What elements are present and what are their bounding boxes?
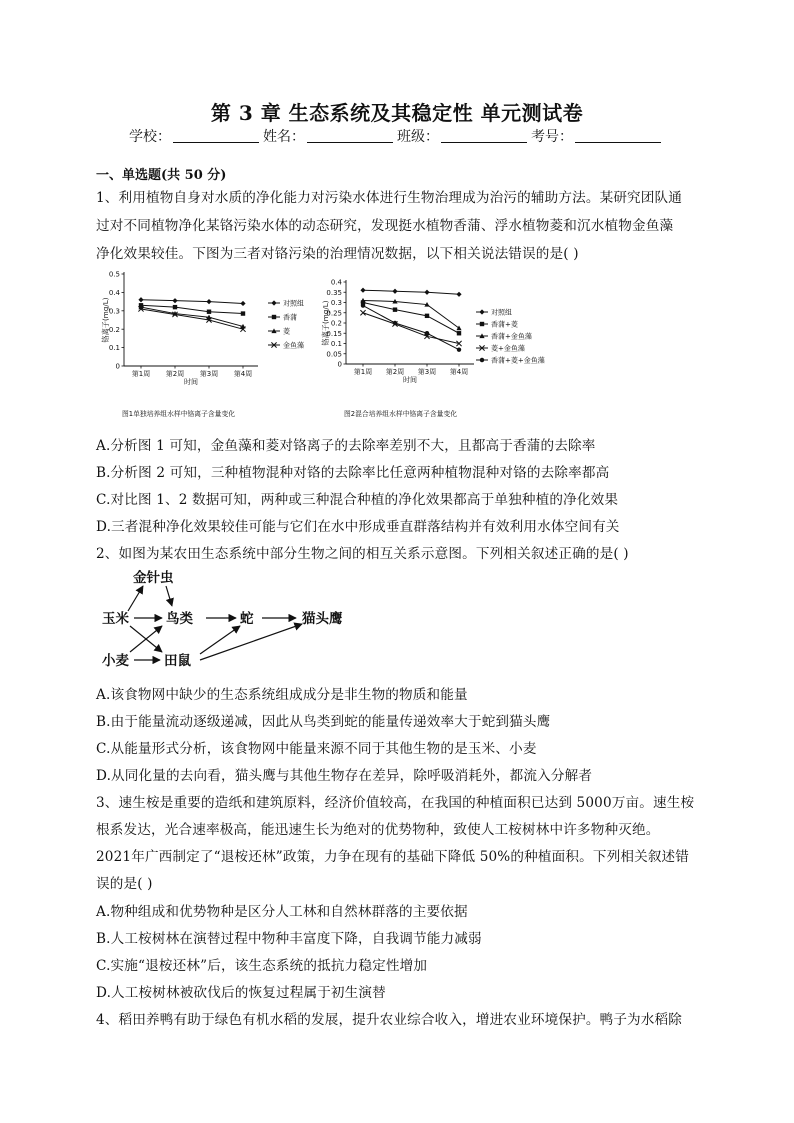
data-point: [425, 331, 429, 335]
data-point: [206, 299, 211, 304]
y-tick-label: 0.3: [330, 299, 342, 308]
series-1: [360, 288, 461, 297]
chart-figure-2: [318, 276, 545, 426]
legend-item: [268, 341, 304, 350]
x-tick-label: 第3周: [199, 370, 219, 378]
y-tick-label: 0.1: [108, 344, 120, 353]
y-tick-label: 0: [337, 360, 342, 369]
legend-label: 对照组: [491, 308, 512, 317]
node-corn: 玉米: [102, 611, 129, 627]
legend-label: 金鱼藻: [283, 341, 304, 350]
q3-option-b[interactable]: B.人工桉树林在演替过程中物种丰富度下降，自我调节能力减弱: [96, 931, 482, 947]
series-1: [138, 297, 245, 306]
data-point: [172, 298, 177, 303]
legend-label: 菱+金鱼藻: [491, 344, 525, 353]
data-point: [360, 310, 365, 315]
q3-stem-line-2: 根系发达，光合速率极高，能迅速生长为绝对的优势物种，致使人工桉树林中许多物种灭绝。: [96, 822, 660, 838]
class-blank[interactable]: [441, 128, 527, 143]
y-tick-label: 0.4: [108, 289, 120, 297]
x-tick-label: 第3周: [417, 368, 437, 376]
series-line: [363, 300, 459, 328]
y-tick-label: 0.3: [108, 307, 120, 316]
q2-option-b[interactable]: B.由于能量流动逐级递减，因此从鸟类到蛇的能量传递效率大于蛇到猫头鹰: [96, 714, 551, 730]
legend-label: 香蒲+金鱼藻: [491, 332, 532, 341]
q2-stem: 2、如图为某农田生态系统中部分生物之间的相互关系示意图。下列相关叙述正确的是( ): [96, 546, 629, 562]
chart-axes: [122, 272, 259, 369]
series-line: [141, 305, 243, 313]
q2-option-c[interactable]: C.从能量形式分析，该食物网中能量来源不同于其他生物的是玉米、小麦: [96, 741, 537, 757]
x-tick-label: 第1周: [353, 368, 373, 376]
q1-stem-line-2: 过对不同植物净化某铬污染水体的动态研究，发现挺水植物香蒲、浮水植物菱和沉水植物金鱼藻: [96, 218, 674, 234]
y-tick-label: 0.2: [108, 325, 120, 334]
node-snake: 蛇: [240, 611, 254, 627]
data-point: [361, 303, 365, 307]
name-blank[interactable]: [307, 128, 393, 143]
series-5: [361, 303, 461, 351]
class-label: 班级：: [397, 129, 439, 145]
y-tick-label: 0.4: [330, 278, 342, 287]
data-point: [207, 310, 211, 314]
y-axis-label: 铬离子(mg/L): [101, 297, 110, 343]
legend-marker: [480, 322, 484, 326]
arrow-corn-to-wireworm: [128, 586, 143, 611]
node-wheat: 小麦: [102, 653, 129, 669]
x-tick-label: 第1周: [131, 370, 151, 378]
x-tick-label: 第2周: [165, 370, 185, 378]
series-line: [363, 290, 459, 294]
legend-item: [476, 344, 525, 353]
legend-item: [476, 356, 545, 365]
legend-label: 香蒲+菱: [491, 320, 518, 329]
chart-caption: 图1单独培养组水样中铬离子含量变化: [122, 410, 236, 418]
data-point: [457, 331, 461, 335]
school-blank[interactable]: [173, 128, 259, 143]
y-tick-label: 0.2: [330, 319, 342, 328]
node-bird: 鸟类: [166, 611, 193, 627]
q4-stem-line-1: 4、稻田养鸭有助于绿色有机水稻的发展，提升农业综合收入，增进农业环境保护。鸭子为水稻除: [96, 1012, 683, 1028]
chart-caption: 图2混合培养组水样中铬离子含量变化: [344, 410, 458, 418]
data-point: [456, 292, 461, 297]
series-line: [141, 309, 243, 329]
data-point: [425, 314, 429, 318]
q1-option-c[interactable]: C.对比图 1、2 数据可知，两种或三种混合种植的净化效果都高于单独种植的净化效果: [96, 492, 619, 508]
name-label: 姓名：: [263, 129, 305, 145]
q3-option-d[interactable]: D.人工桉树林被砍伐后的恢复过程属于初生演替: [96, 985, 386, 1001]
q1-stem-line-1: 1、利用植物自身对水质的净化能力对污染水体进行生物治理成为治污的辅助方法。某研究团队通: [96, 190, 683, 206]
data-point: [393, 321, 397, 325]
series-3: [360, 298, 461, 330]
y-tick-label: 0.35: [326, 288, 342, 297]
legend-marker: [480, 358, 484, 362]
food-web-diagram: [96, 566, 356, 676]
legend-item: [268, 299, 304, 308]
q3-stem-line-3: 2021年广西制定了“退桉还林”政策，力争在现有的基础下降低 50%的种植面积。下列相关叙述错: [96, 849, 690, 865]
legend-item: [476, 308, 512, 317]
x-axis-label: 时间: [184, 378, 198, 386]
chart-axes: [344, 280, 475, 367]
student-info-row: [0, 126, 794, 146]
data-point: [240, 301, 245, 306]
section-heading: 一、单选题(共 50 分): [96, 168, 227, 183]
data-point: [138, 297, 143, 302]
q1-option-a[interactable]: A.分析图 1 可知，金鱼藻和菱对铬离子的去除率差别不大，且都高于香蒲的去除率: [96, 438, 596, 454]
data-point: [392, 289, 397, 294]
legend-item: [476, 332, 532, 341]
legend-label: 香蒲+菱+金鱼藻: [491, 356, 545, 365]
q1-option-b[interactable]: B.分析图 2 可知，三种植物混种对铬的去除率比任意两种植物混种对铬的去除率都高: [96, 465, 610, 481]
node-wireworm: 金针虫: [133, 570, 174, 586]
q2-option-d[interactable]: D.从同化量的去向看，猫头鹰与其他生物存在差异，除呼吸消耗外，都流入分解者: [96, 768, 593, 784]
data-point: [424, 290, 429, 295]
node-field-mouse: 田鼠: [164, 653, 191, 669]
legend-marker: [271, 300, 276, 305]
q1-stem-line-3: 净化效果较佳。下图为三者对铬污染的治理情况数据，以下相关说法错误的是( ): [96, 246, 579, 262]
chart-figure-1: [96, 266, 318, 426]
legend-marker: [479, 309, 484, 314]
arrow-mouse-to-owl: [200, 624, 302, 660]
data-point: [457, 347, 461, 351]
data-point: [173, 305, 177, 309]
q3-option-a[interactable]: A.物种组成和优势物种是区分人工林和自然林群落的主要依据: [96, 904, 468, 920]
number-blank[interactable]: [575, 128, 661, 143]
legend-item: [268, 327, 290, 336]
series-line: [141, 300, 243, 304]
y-tick-label: 0.05: [326, 350, 342, 359]
number-label: 考号：: [531, 129, 573, 145]
x-tick-label: 第4周: [233, 370, 253, 378]
y-tick-label: 0.25: [326, 309, 342, 318]
legend-item: [476, 320, 518, 329]
y-tick-label: 0: [115, 362, 120, 371]
x-tick-label: 第2周: [385, 368, 405, 376]
legend-item: [268, 313, 297, 322]
data-point: [241, 311, 245, 315]
y-axis-label: 铬离子(mg/L): [321, 300, 330, 346]
q3-stem-line-1: 3、速生桉是重要的造纸和建筑原料，经济价值较高，在我国的种植面积已达到 5000万亩。速生桉: [96, 795, 695, 811]
series-line: [363, 306, 459, 350]
x-axis-label: 时间: [403, 376, 417, 384]
data-point: [360, 288, 365, 293]
node-owl: 猫头鹰: [302, 611, 343, 627]
legend-label: 菱: [283, 327, 290, 336]
y-tick-label: 0.15: [326, 329, 342, 338]
series-3: [138, 305, 245, 329]
arrow-wireworm-to-bird: [166, 586, 172, 606]
y-tick-label: 0.1: [330, 340, 342, 349]
legend-label: 香蒲: [283, 313, 297, 322]
data-point: [393, 307, 397, 311]
legend-label: 对照组: [283, 299, 304, 308]
y-tick-label: 0.5: [108, 270, 120, 279]
school-label: 学校：: [129, 129, 171, 145]
page-title: 第 3 章 生态系统及其稳定性 单元测试卷: [210, 101, 584, 125]
q3-stem-line-4: 误的是( ): [96, 876, 153, 892]
q2-option-a[interactable]: A.该食物网中缺少的生态系统组成成分是非生物的物质和能量: [96, 687, 468, 703]
q3-option-c[interactable]: C.实施“退桉还林”后，该生态系统的抵抗力稳定性增加: [96, 958, 428, 974]
legend-marker: [272, 315, 276, 319]
arrow-mouse-to-snake: [200, 626, 240, 654]
q1-option-d[interactable]: D.三者混种净化效果较佳可能与它们在水中形成垂直群落结构并有效利用水体空间有关: [96, 519, 620, 535]
x-tick-label: 第4周: [449, 368, 469, 376]
